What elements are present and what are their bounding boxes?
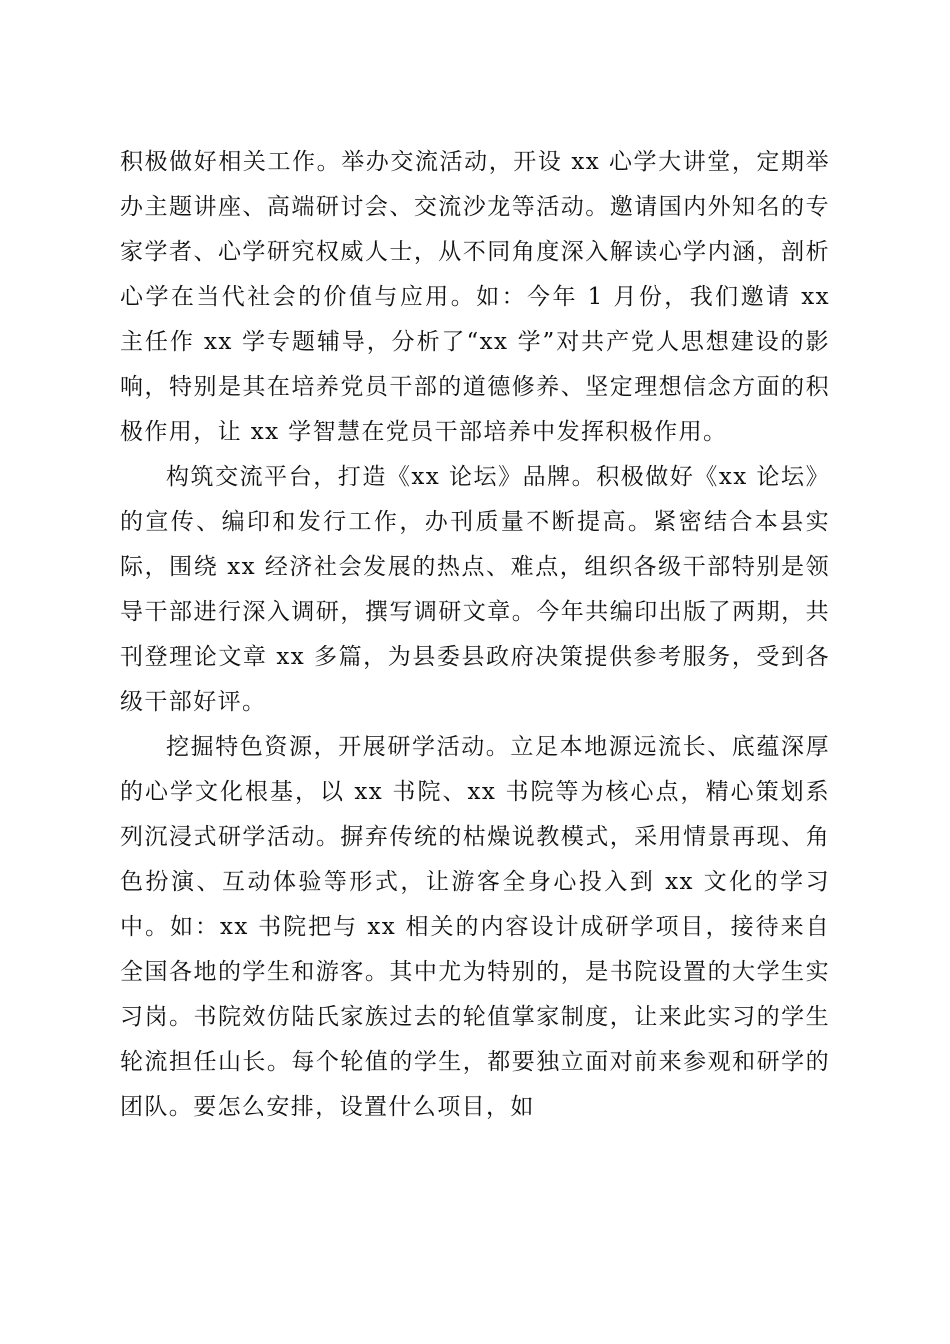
document-body xyxy=(120,140,830,1130)
paragraph-1: 积极做好相关工作。举办交流活动，开设 xx 心学大讲堂，定期举办主题讲座、高端研讨会、交流沙龙等活动。邀请国内外知名的专家学者、心学研究权威人士，从不同角度深入解读心学内涵，剖析心学在当代社会的价值与应用。如：今年 1 月份，我们邀请 xx 主任作 xx 学专题辅导，分析了“xx 学”对共产党人思想建设的影响，特别是其在培养党员干部的道德修养、坚定理想信念方面的积极作用，让 xx 学智慧在党员干部培养中发挥积极作用。 xyxy=(120,149,830,445)
paragraph-2: 构筑交流平台，打造《xx 论坛》品牌。积极做好《xx 论坛》的宣传、编印和发行工作，办刊质量不断提高。紧密结合本县实际，围绕 xx 经济社会发展的热点、难点，组织各级干部特别是领导干部进行深入调研，撰写调研文章。今年共编印出版了两期，共刊登理论文章 xx 多篇，为县委县政府决策提供参考服务，受到各级干部好评。 xyxy=(120,464,830,715)
paragraph-3: 挖掘特色资源，开展研学活动。立足本地源远流长、底蕴深厚的心学文化根基，以 xx 书院、xx 书院等为核心点，精心策划系列沉浸式研学活动。摒弃传统的枯燥说教模式，采用情景再现、角色扮演、互动体验等形式，让游客全身心投入到 xx 文化的学习中。如：xx 书院把与 xx 相关的内容设计成研学项目，接待来自全国各地的学生和游客。其中尤为特别的，是书院设置的大学生实习岗。书院效仿陆氏家族过去的轮值掌家制度，让来此实习的学生轮流担任山长。每个轮值的学生，都要独立面对前来参观和研学的团队。要怎么安排，设置什么项目，如 xyxy=(120,734,830,1120)
